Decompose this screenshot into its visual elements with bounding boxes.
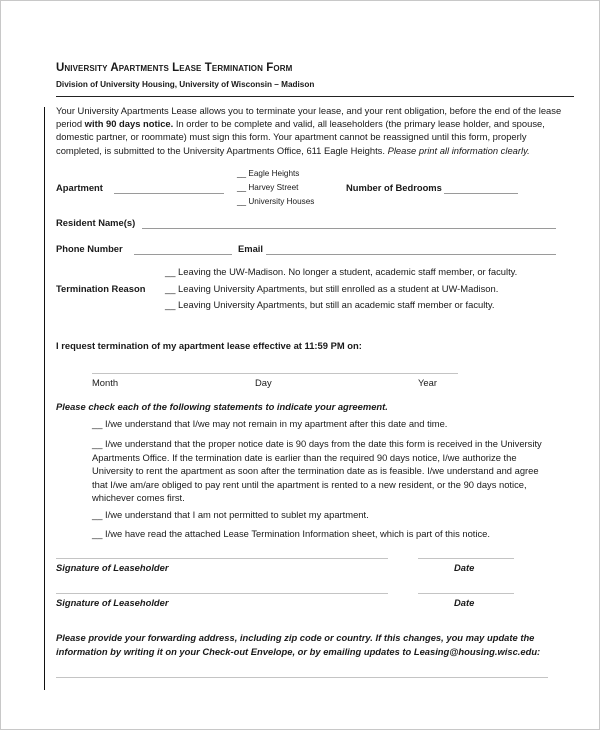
phone-field[interactable] (134, 254, 232, 255)
bedrooms-label: Number of Bedrooms (346, 182, 442, 193)
day-label: Day (255, 377, 272, 388)
apartment-option-university-houses[interactable]: __ University Houses (237, 197, 315, 206)
effective-date-statement: I request termination of my apartment lease effective at 11:59 PM on: (56, 340, 362, 351)
apartment-label: Apartment (56, 182, 103, 193)
reason-option-student[interactable]: __ Leaving University Apartments, but still enrolled as a student at UW-Madison. (165, 283, 499, 294)
email-field[interactable] (266, 254, 556, 255)
date-2-field[interactable] (418, 593, 514, 594)
termination-reason-label: Termination Reason (56, 283, 146, 294)
header-divider (56, 96, 574, 97)
bedrooms-field[interactable] (444, 193, 518, 194)
date-1-field[interactable] (418, 558, 514, 559)
date-1-label: Date (454, 562, 475, 573)
reason-option-leaving-uw[interactable]: __ Leaving the UW-Madison. No longer a student, academic staff member, or faculty. (165, 266, 518, 277)
date-2-label: Date (454, 597, 475, 608)
month-label: Month (92, 377, 119, 388)
apartment-option-eagle-heights[interactable]: __ Eagle Heights (237, 169, 300, 178)
forwarding-address-field[interactable] (56, 677, 548, 678)
reason-option-staff[interactable]: __ Leaving University Apartments, but still an academic staff member or faculty. (165, 299, 495, 310)
agreement-statement-4[interactable]: __ I/we have read the attached Lease Termination Information sheet, which is part of this notice. (92, 528, 490, 539)
form-title: University Apartments Lease Termination Form (56, 62, 293, 74)
email-label: Email (238, 243, 264, 254)
agreement-instruction: Please check each of the following statements to indicate your agreement. (56, 401, 388, 412)
forwarding-address-note: Please provide your forwarding address, including zip code or country. If this changes, you may update the information by writing it on your Check-out Envelope, or by emailing updates to Leasing@housing.wisc.edu: (56, 632, 541, 658)
apartment-option-harvey-street[interactable]: __ Harvey Street (237, 183, 299, 192)
form-subtitle: Division of University Housing, University of Wisconsin – Madison (56, 80, 315, 89)
effective-date-field[interactable] (92, 373, 458, 374)
signature-2-label: Signature of Leaseholder (56, 597, 169, 608)
resident-field[interactable] (142, 228, 556, 229)
signature-1-field[interactable] (56, 558, 388, 559)
agreement-statement-1[interactable]: __ I/we understand that I/we may not remain in my apartment after this date and time. (92, 418, 448, 429)
intro-paragraph: Your University Apartments Lease allows you to terminate your lease, and your rent obligation, before the end of the lease period with 90 days notice. In order to be complete and valid, all leaseholders (the primary lease holder, and spouse, domestic partner, or roommate) must sign this form. Your apartment cannot be reassigned until this form, properly completed, is submitted to the University Apartments Office, 611 Eagle Heights. Please print all information clearly. (56, 105, 562, 156)
apartment-field[interactable] (114, 193, 224, 194)
left-margin-bar (44, 107, 45, 690)
agreement-statement-3[interactable]: __ I/we understand that I am not permitted to sublet my apartment. (92, 509, 369, 520)
phone-label: Phone Number (56, 243, 123, 254)
resident-label: Resident Name(s) (56, 217, 136, 228)
agreement-statement-2[interactable]: __ I/we understand that the proper notice date is 90 days from the date this form is received in the University Apartments Office. If the termination date is earlier than the required 90 days notice, I/we authorize the University to rent the apartment as soon after the termination date as is feasible. I/we understand and agree that I/we am/are obliged to pay rent until the apartment is rented to a new resident, or the 90 days notice, whichever comes first. (92, 438, 542, 504)
year-label: Year (418, 377, 437, 388)
signature-1-label: Signature of Leaseholder (56, 562, 169, 573)
signature-2-field[interactable] (56, 593, 388, 594)
